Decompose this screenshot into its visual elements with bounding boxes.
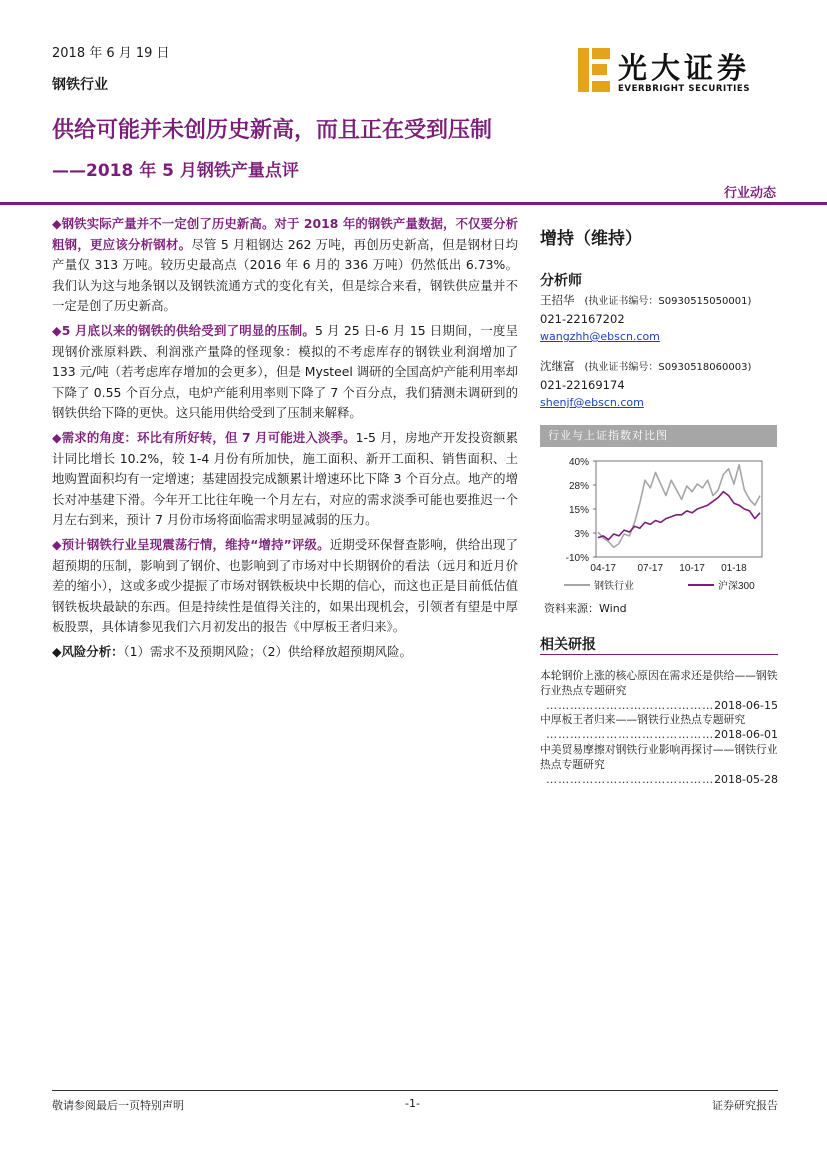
leader-dots: …………………………………… <box>546 773 715 786</box>
series-line <box>598 492 760 540</box>
legend-label: 沪深300 <box>718 581 755 592</box>
y-tick-label: 28% <box>568 481 589 492</box>
report-title: 供给可能并未创历史新高，而且正在受到压制 <box>52 118 493 143</box>
related-report-date: 2018-05-28 <box>714 773 778 786</box>
related-report-title[interactable]: 中厚板王者归来——钢铁行业热点专题研究 <box>540 713 746 726</box>
analyst-card <box>540 292 778 346</box>
paragraph-lead: 5 月底以来的钢铁的供给受到了明显的压制。 <box>61 322 316 338</box>
paragraph-lead: 预计钢铁行业呈现震荡行情，维持“增持”评级。 <box>61 536 330 552</box>
paragraph-body: （1）需求不及预期风险；（2）供给释放超预期风险。 <box>123 643 412 659</box>
report-subtitle: ——2018 年 5 月钢铁产量点评 <box>52 161 299 181</box>
disclaimer-note: 敬请参阅最后一页特别声明 <box>52 1099 184 1112</box>
chart-source: 资料来源：Wind <box>544 602 627 615</box>
rating: 增持（维持） <box>540 229 642 249</box>
leader-dots: …………………………………… <box>546 728 715 741</box>
y-tick-label: 15% <box>568 505 589 516</box>
paragraph-bullet: ◆ <box>52 216 62 231</box>
analyst-license: (执业证书编号：S0930515050001) <box>584 296 752 307</box>
paragraph-lead: 风险分析： <box>61 643 124 659</box>
plot-frame <box>596 461 762 557</box>
header-divider <box>0 202 827 205</box>
paragraph-lead: 需求的角度：环比有所好转，但 7 月可能进入淡季。 <box>61 429 356 445</box>
paragraph <box>52 535 518 638</box>
y-tick-label: 40% <box>568 457 589 468</box>
legend-label: 钢铁行业 <box>594 581 634 592</box>
x-tick-label: 04-17 <box>590 563 617 574</box>
analyst-card <box>540 358 778 412</box>
logo-chinese-name: 光大证券 <box>618 51 751 85</box>
index-comparison-chart <box>540 450 777 600</box>
analyst-name: 王招华 <box>540 293 575 307</box>
paragraph-body: 尽管 5 月粗钢达 262 万吨，再创历史新高，但是钢材日均产量仅 313 万吨。较历史最高点（2016 年 6 月的 336 万吨）仍然低出 6.73%。我们认为这与地条钢以及钢铁流通方式的变化有关，但是综合来看，钢铁供应量并不一定是创了历史新高。 <box>52 236 518 314</box>
analyst-heading: 分析师 <box>540 273 582 289</box>
report-date: 2018 年 6 月 19 日 <box>52 46 170 61</box>
related-report[interactable] <box>540 712 778 742</box>
analyst-name: 沈继富 <box>540 359 575 373</box>
y-tick-label: 3% <box>574 529 589 540</box>
page-number: -1- <box>405 1097 420 1110</box>
footer-report-label: 证券研究报告 <box>712 1099 778 1112</box>
paragraph <box>52 642 518 663</box>
analyst-email[interactable]: shenjf@ebscn.com <box>540 396 644 409</box>
related-report-date: 2018-06-01 <box>714 728 778 741</box>
analyst-phone: 021-22167202 <box>540 311 625 326</box>
related-report-date: 2018-06-15 <box>714 699 778 712</box>
analyst-license: (执业证书编号：S0930518060003) <box>584 362 752 373</box>
paragraph-body: 近期受环保督查影响，供给出现了超预期的压制，影响到了钢价、也影响到了市场对中长期钢价的看法（远月和近月价差的缩小），这或多或少提振了市场对钢铁板块中长期的信心，而这也正是目前低估值钢铁板块最缺的东西。但是持续性是值得关注的，如果出现机会，引领者有望是中厚板股票，具体请参见我们六月初发出的报告《中厚板王者归来》。 <box>52 536 519 635</box>
series-line <box>598 465 760 548</box>
x-tick-label: 01-18 <box>721 563 747 574</box>
analyst-phone: 021-22169174 <box>540 377 625 392</box>
paragraph <box>52 214 518 317</box>
paragraph-body: 1-5 月，房地产开发投资额累计同比增长 10.2%，较 1-4 月份有所加快，施工面积、新开工面积、销售面积、土地购置面积均有一定增速；基建固投完成额累计增速环比下降 3 个百分点。地产的增长对冲基建下滑。今年开工比往年晚一个月左右，对应的需求淡季可能也要推迟一个月左右到来，预计 7 月份市场将面临需求明显减弱的压力。 <box>52 429 518 528</box>
logo-english-name: EVERBRIGHT SECURITIES <box>618 84 751 94</box>
paragraph-bullet: ◆ <box>52 429 62 445</box>
paragraph-bullet: ◆ <box>52 643 62 659</box>
main-body <box>52 214 518 666</box>
related-divider <box>540 654 778 655</box>
report-type: 行业动态 <box>723 186 776 201</box>
leader-dots: …………………………………… <box>546 699 715 712</box>
industry-label: 钢铁行业 <box>52 77 108 93</box>
footer-divider <box>52 1090 778 1091</box>
paragraph-body: 5 月 25 日-6 月 15 日期间，一度呈现钢价涨原料跌、利润涨产量降的怪现象：模拟的不考虑库存的钢铁业利润增加了 133 元/吨（若考虑库存增加的会更多），但是 Mysteel 调研的全国高炉产能利用率却下降了 0.55 个百分点，电炉产能利用率则下降了 7 个百分点，我们猜测未调研到的钢铁供给下降的更快。这只能用供给受到了压制来解释。 <box>52 322 519 421</box>
related-report[interactable] <box>540 668 778 713</box>
related-report-title[interactable]: 本轮钢价上涨的核心原因在需求还是供给——钢铁行业热点专题研究 <box>540 669 778 697</box>
analyst-email[interactable]: wangzhh@ebscn.com <box>540 330 660 343</box>
paragraph-bullet: ◆ <box>52 322 62 338</box>
paragraph-bullet: ◆ <box>52 536 62 552</box>
paragraph <box>52 428 518 531</box>
x-tick-label: 07-17 <box>637 563 664 574</box>
chart-title: 行业与上证指数对比图 <box>540 425 777 447</box>
x-tick-label: 10-17 <box>679 563 705 574</box>
everbright-logo-icon <box>578 48 612 92</box>
y-tick-label: -10% <box>565 553 589 564</box>
paragraph-lead: 钢铁实际产量并不一定创了历史新高。对于 2018 年的钢铁产量数据，不仅要分析粗钢，更应该分析钢材。 <box>52 216 518 252</box>
paragraph <box>52 321 518 424</box>
related-report[interactable] <box>540 742 778 787</box>
related-research-heading: 相关研报 <box>540 637 596 653</box>
related-report-title[interactable]: 中美贸易摩擦对钢铁行业影响再探讨——钢铁行业热点专题研究 <box>540 743 778 771</box>
